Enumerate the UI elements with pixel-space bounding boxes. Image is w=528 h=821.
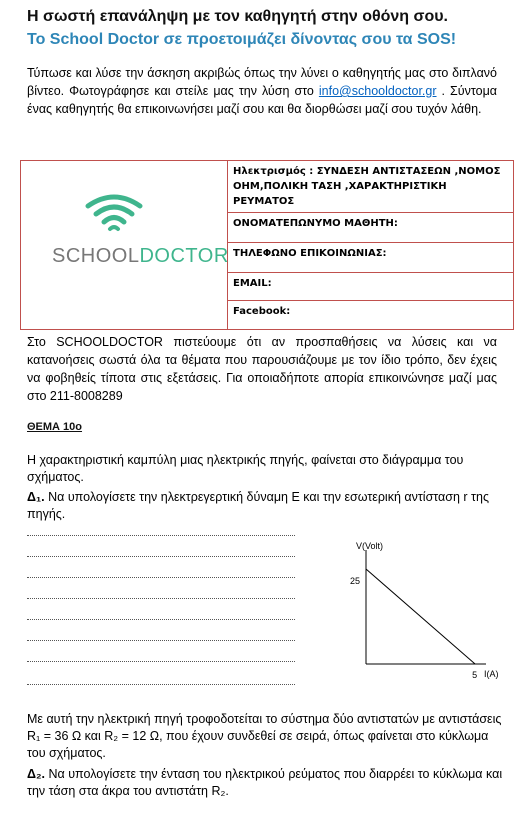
characteristic-curve-chart: [348, 538, 508, 688]
circuit-description: Με αυτή την ηλεκτρική πηγή τροφοδοτείται το σύστημα δύο αντιστατών με αντιστάσεις R₁ = 36 Ω και R₂ = 12 Ω, που έχουν συνδεθεί σε σειρά, όπως φαίνεται στο κύκλωμα του σχήματος.: [27, 712, 502, 760]
d1-label: Δ₁.: [27, 490, 45, 504]
student-name-field[interactable]: ΟΝΟΜΑΤΕΠΩΝΥΜΟ ΜΑΘΗΤΗ:: [227, 213, 513, 243]
exercise-statement: Η χαρακτηριστική καμπύλη μιας ηλεκτρικής πηγής, φαίνεται στο διάγραμμα του σχήματος.: [27, 453, 464, 484]
email-field[interactable]: EMAIL:: [227, 273, 513, 301]
info-paragraph: Στο SCHOOLDOCTOR πιστεύουμε ότι αν προσπαθήσεις να λύσεις και να κατανοήσεις σωστά όλα τα θέματα που παρουσιάζουμε με τον ίδιο τρόπο, δεν έχεις να φοβηθείς τίποτα στις εξετάσεις. Για οποιαδήποτε απορία επικοινώνησε μαζί μας στο 211-8008289: [27, 335, 497, 403]
topic-cell: Ηλεκτρισμός : ΣΥΝΔΕΣΗ ΑΝΤΙΣΤΑΣΕΩΝ ,ΝΟΜΟΣ ΟΗΜ,ΠΟΛΙΚΗ ΤΑΣΗ ,ΧΑΡΑΚΤΗΡΙΣΤΙΚΗ ΡΕΥΜΑΤΟΣ: [227, 161, 513, 213]
wifi-signal-icon: [84, 192, 144, 232]
logo-doctor: DOCTOR: [139, 245, 229, 267]
question-d2: [27, 766, 505, 800]
answer-line[interactable]: [27, 577, 295, 578]
answer-line[interactable]: [27, 684, 295, 685]
series-line: [366, 569, 475, 664]
phone-field[interactable]: ΤΗΛΕΦΩΝΟ ΕΠΙΚΟΙΝΩΝΙΑΣ:: [227, 243, 513, 273]
email-link[interactable]: info@schooldoctor.gr: [318, 84, 437, 98]
answer-line[interactable]: [27, 556, 295, 557]
exercise-title: ΘΕΜΑ 10ο: [27, 421, 83, 433]
d2-label: Δ₂.: [27, 767, 46, 781]
answer-line[interactable]: [27, 661, 295, 662]
answer-line[interactable]: [27, 619, 295, 620]
facebook-field[interactable]: Facebook:: [233, 306, 291, 317]
header-subtitle: Το School Doctor σε προετοιμάζει δίνοντας σου τα SOS!: [27, 31, 457, 48]
header-title: Η σωστή επανάληψη με τον καθηγητή στην οθόνη σου.: [27, 8, 448, 25]
intro-text-after: . Σύντομα ένας καθηγητής θα επικοινωνήσει μαζί σου και θα διορθώσει μαζί σου τυχόν λάθη.: [27, 84, 497, 116]
question-d1: [27, 489, 505, 523]
x-axis-label: I(A): [484, 669, 499, 679]
answer-line[interactable]: [27, 598, 295, 599]
d1-text: Να υπολογίσετε την ηλεκτρεγερτική δύναμη Ε και την εσωτερική αντίσταση r της πηγής.: [27, 490, 489, 521]
answer-line[interactable]: [27, 640, 295, 641]
y-tick-label: 25: [350, 576, 361, 586]
intro-paragraph: [27, 64, 497, 118]
schooldoctor-logo: [52, 245, 229, 268]
d2-text: Να υπολογίσετε την ένταση του ηλεκτρικού ρεύματος που διαρρέει το κύκλωμα και την τάση στα άκρα του αντιστάτη R₂.: [27, 767, 503, 798]
x-tick-label: 5: [472, 670, 478, 680]
intro-text-before: Τύπωσε και λύσε την άσκηση ακριβώς όπως την λύνει ο καθηγητής μας στο διπλανό βίντεο. Φωτογράφησε και στείλε μας την λύση στο: [27, 66, 497, 98]
answer-line[interactable]: [27, 535, 295, 536]
y-axis-label: V(Volt): [356, 541, 384, 551]
logo-school: SCHOOL: [52, 245, 140, 267]
